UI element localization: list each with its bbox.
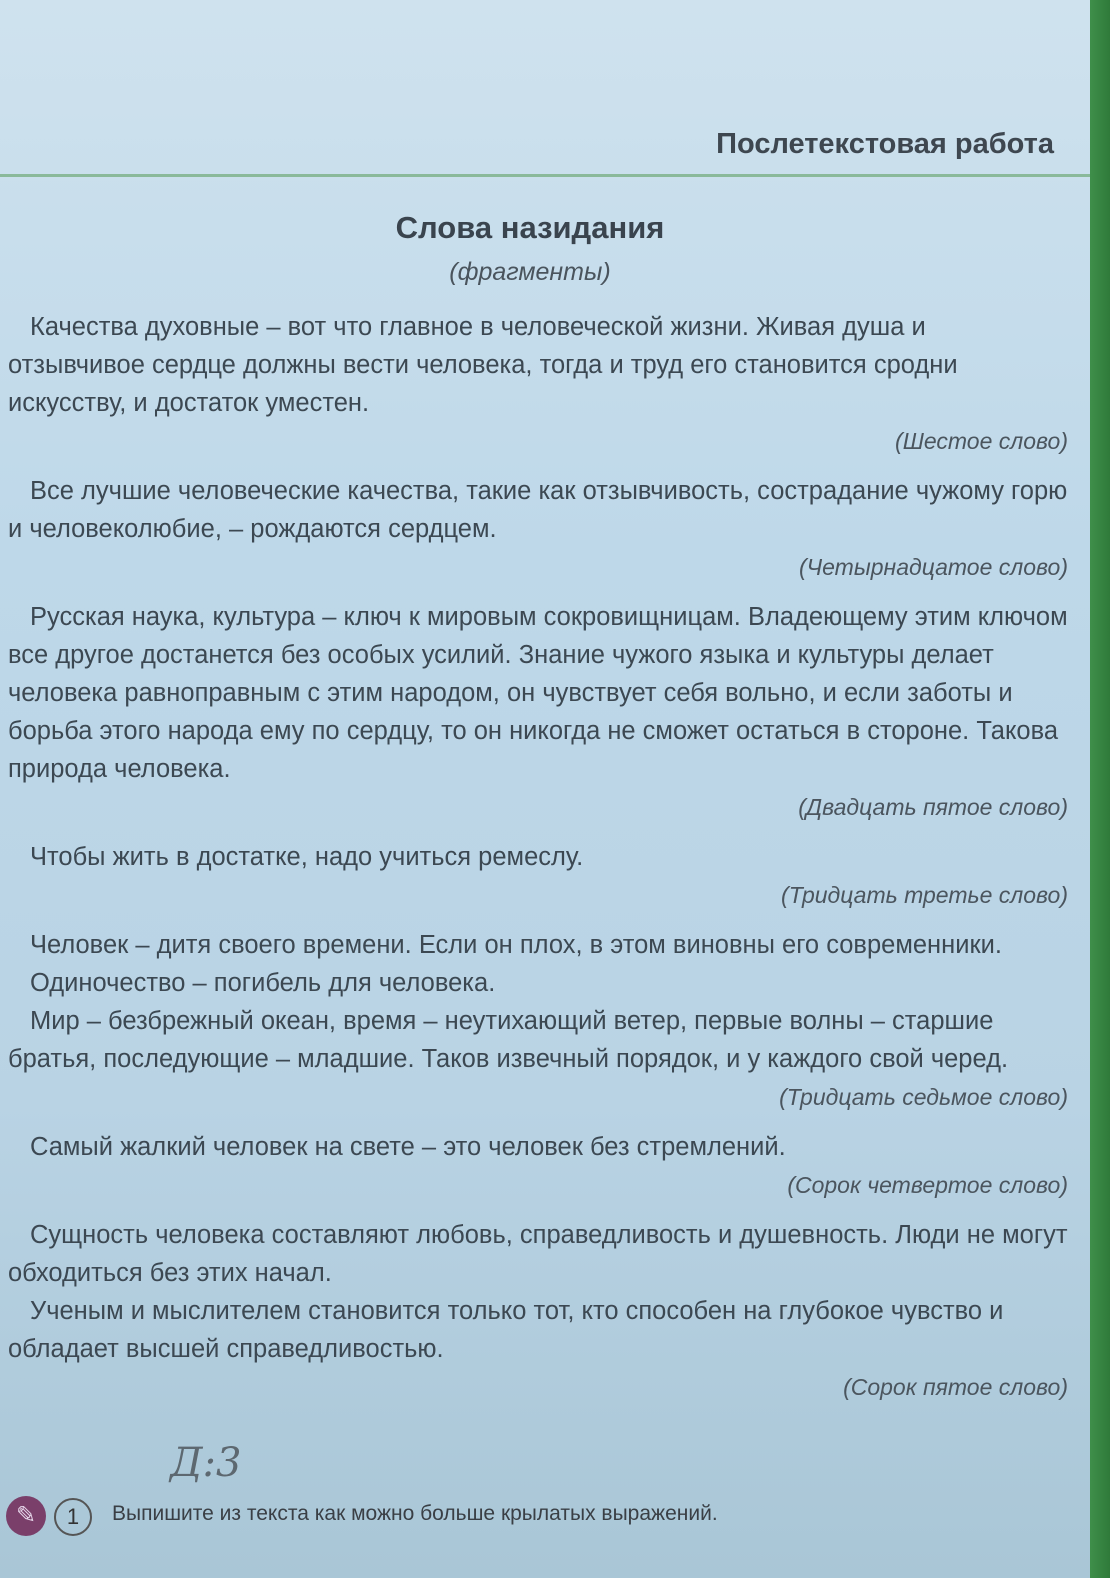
paragraph: Самый жалкий человек на свете – это человек без стремлений. <box>30 1133 786 1161</box>
task-number: 1 <box>54 1498 92 1536</box>
block-5 <box>8 926 1068 1114</box>
paragraph: Чтобы жить в достатке, надо учиться ремеслу. <box>30 843 584 871</box>
block-3 <box>8 598 1068 824</box>
document-title: Слова назидания <box>395 210 665 245</box>
document-subtitle: (фрагменты) <box>449 258 611 286</box>
source-citation: (Сорок четвертое слово) <box>787 1172 1068 1198</box>
page-edge-strip <box>1090 0 1110 1578</box>
block-1 <box>8 308 1068 458</box>
pencil-badge-icon: ✎ <box>6 1496 46 1536</box>
paragraph: Одиночество – погибель для человека. <box>30 969 496 997</box>
task-row <box>0 1484 1000 1544</box>
source-citation: (Четырнадцатое слово) <box>798 554 1068 580</box>
paragraph: Человек – дитя своего времени. Если он плох, в этом виновны его современники. <box>30 931 1002 959</box>
header-divider <box>0 174 1094 177</box>
section-header: Послетекстовая работа <box>716 128 1054 160</box>
block-2 <box>8 472 1068 584</box>
block-7 <box>8 1216 1068 1404</box>
paragraph: Сущность человека составляют любовь, справедливость и душевность. Люди не могут обходиться без этих начал. <box>8 1221 1068 1287</box>
source-citation: (Тридцать седьмое слово) <box>779 1084 1068 1110</box>
source-citation: (Тридцать третье слово) <box>781 882 1068 908</box>
paragraph: Мир – безбрежный океан, время – неутихающий ветер, первые волны – старшие братья, последующие – младшие. Таков извечный порядок, и у каждого свой черед. <box>8 1007 1009 1073</box>
paragraph: Все лучшие человеческие качества, такие как отзывчивость, сострадание чужому горю и человеколюбие, – рождаются сердцем. <box>8 477 1068 543</box>
source-citation: (Двадцать пятое слово) <box>798 794 1068 820</box>
block-4 <box>8 838 1068 912</box>
document-body <box>8 308 1068 1418</box>
paragraph: Ученым и мыслителем становится только тот, кто способен на глубокое чувство и обладает высшей справедливостью. <box>8 1297 1004 1363</box>
paragraph: Русская наука, культура – ключ к мировым сокровищницам. Владеющему этим ключом все другое достанется без особых усилий. Знание чужого языка и культуры делает человека равноправным с этим народом, он чувствует себя вольно, и если заботы и борьба этого народа ему по сердцу, то он никогда не сможет остаться в стороне. Такова природа человека. <box>8 603 1068 783</box>
task-instruction: Выпишите из текста как можно больше крылатых выражений. <box>112 1502 718 1525</box>
paragraph: Качества духовные – вот что главное в человеческой жизни. Живая душа и отзывчивое сердце должны вести человека, тогда и труд его становится сродни искусству, и достаток уместен. <box>8 313 958 417</box>
source-citation: (Шестое слово) <box>895 428 1068 454</box>
handwritten-note: Д:3 <box>170 1440 242 1486</box>
block-6 <box>8 1128 1068 1202</box>
source-citation: (Сорок пятое слово) <box>843 1374 1068 1400</box>
